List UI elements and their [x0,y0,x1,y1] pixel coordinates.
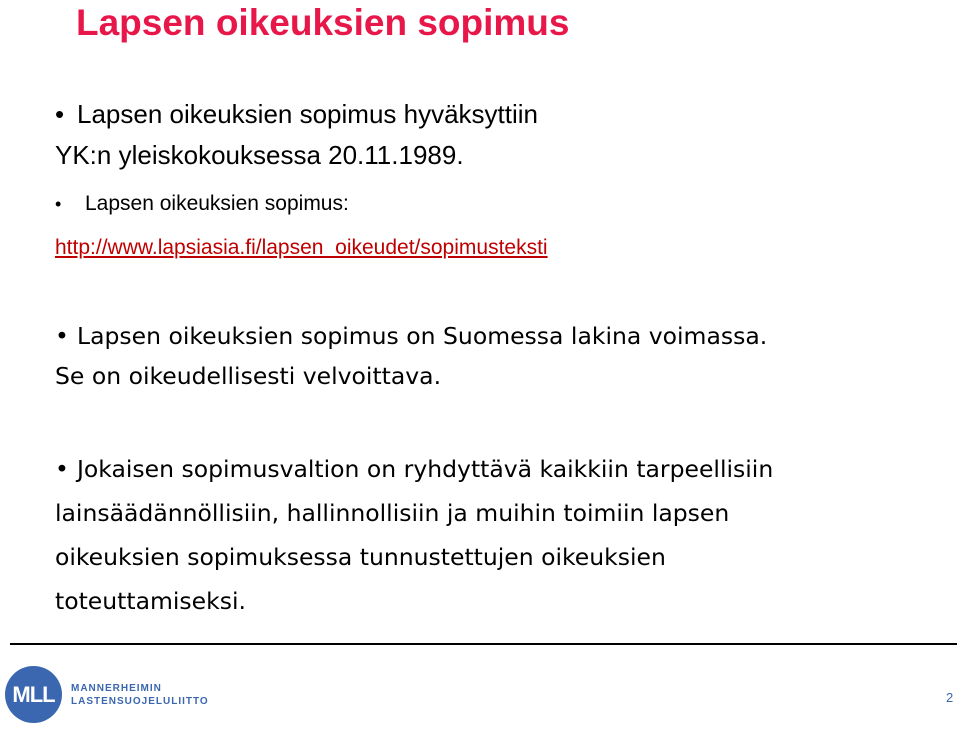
bullet-line [55,316,767,356]
logo-line-1: MANNERHEIMIN [71,683,162,694]
bullet-text: Jokaisen sopimusvaltion on ryhdyttävä kaikkiin tarpeellisiin [77,455,774,483]
bullet-line [55,535,773,579]
bullet-line [55,190,349,218]
slide-title: Lapsen oikeuksien sopimus [76,2,570,43]
logo-mark: MLL [12,682,55,707]
bullet-paragraph-1 [55,94,538,176]
bullet-paragraph-2 [55,190,349,218]
bullet-paragraph-3 [55,316,767,396]
logo-line-2: LASTENSUOJELULIITTO [71,696,209,707]
bullet-icon: • [55,455,69,483]
bullet-line [55,94,538,135]
bullet-line [55,447,773,491]
footer-divider [10,643,957,645]
bullet-text: lainsäädännöllisiin, hallinnollisiin ja muihin toimiin lapsen [55,499,730,527]
bullet-paragraph-4 [55,447,773,623]
bullet-text: YK:n yleiskokouksessa 20.11.1989. [55,140,464,170]
mll-logo [0,660,209,728]
bullet-text: Lapsen oikeuksien sopimus on Suomessa lakina voimassa. [77,322,768,350]
bullet-text: Se on oikeudellisesti velvoittava. [55,362,442,390]
logo-wordmark [71,682,209,708]
page-number: 2 [946,690,954,705]
bullet-text: Lapsen oikeuksien sopimus: [85,192,349,215]
bullet-icon: • [55,194,62,214]
bullet-text: Lapsen oikeuksien sopimus hyväksyttiin [77,99,539,129]
bullet-text: toteuttamiseksi. [55,587,246,615]
bullet-line [55,135,538,176]
bullet-line [55,491,773,535]
bullet-text: oikeuksien sopimuksessa tunnustettujen oikeuksien [55,543,666,571]
bullet-line [55,356,767,396]
bullet-icon: • [55,99,65,129]
bullet-icon: • [55,322,69,350]
bullet-line [55,579,773,623]
treaty-text-link[interactable]: http://www.lapsiasia.fi/lapsen_oikeudet/sopimusteksti [55,236,548,259]
